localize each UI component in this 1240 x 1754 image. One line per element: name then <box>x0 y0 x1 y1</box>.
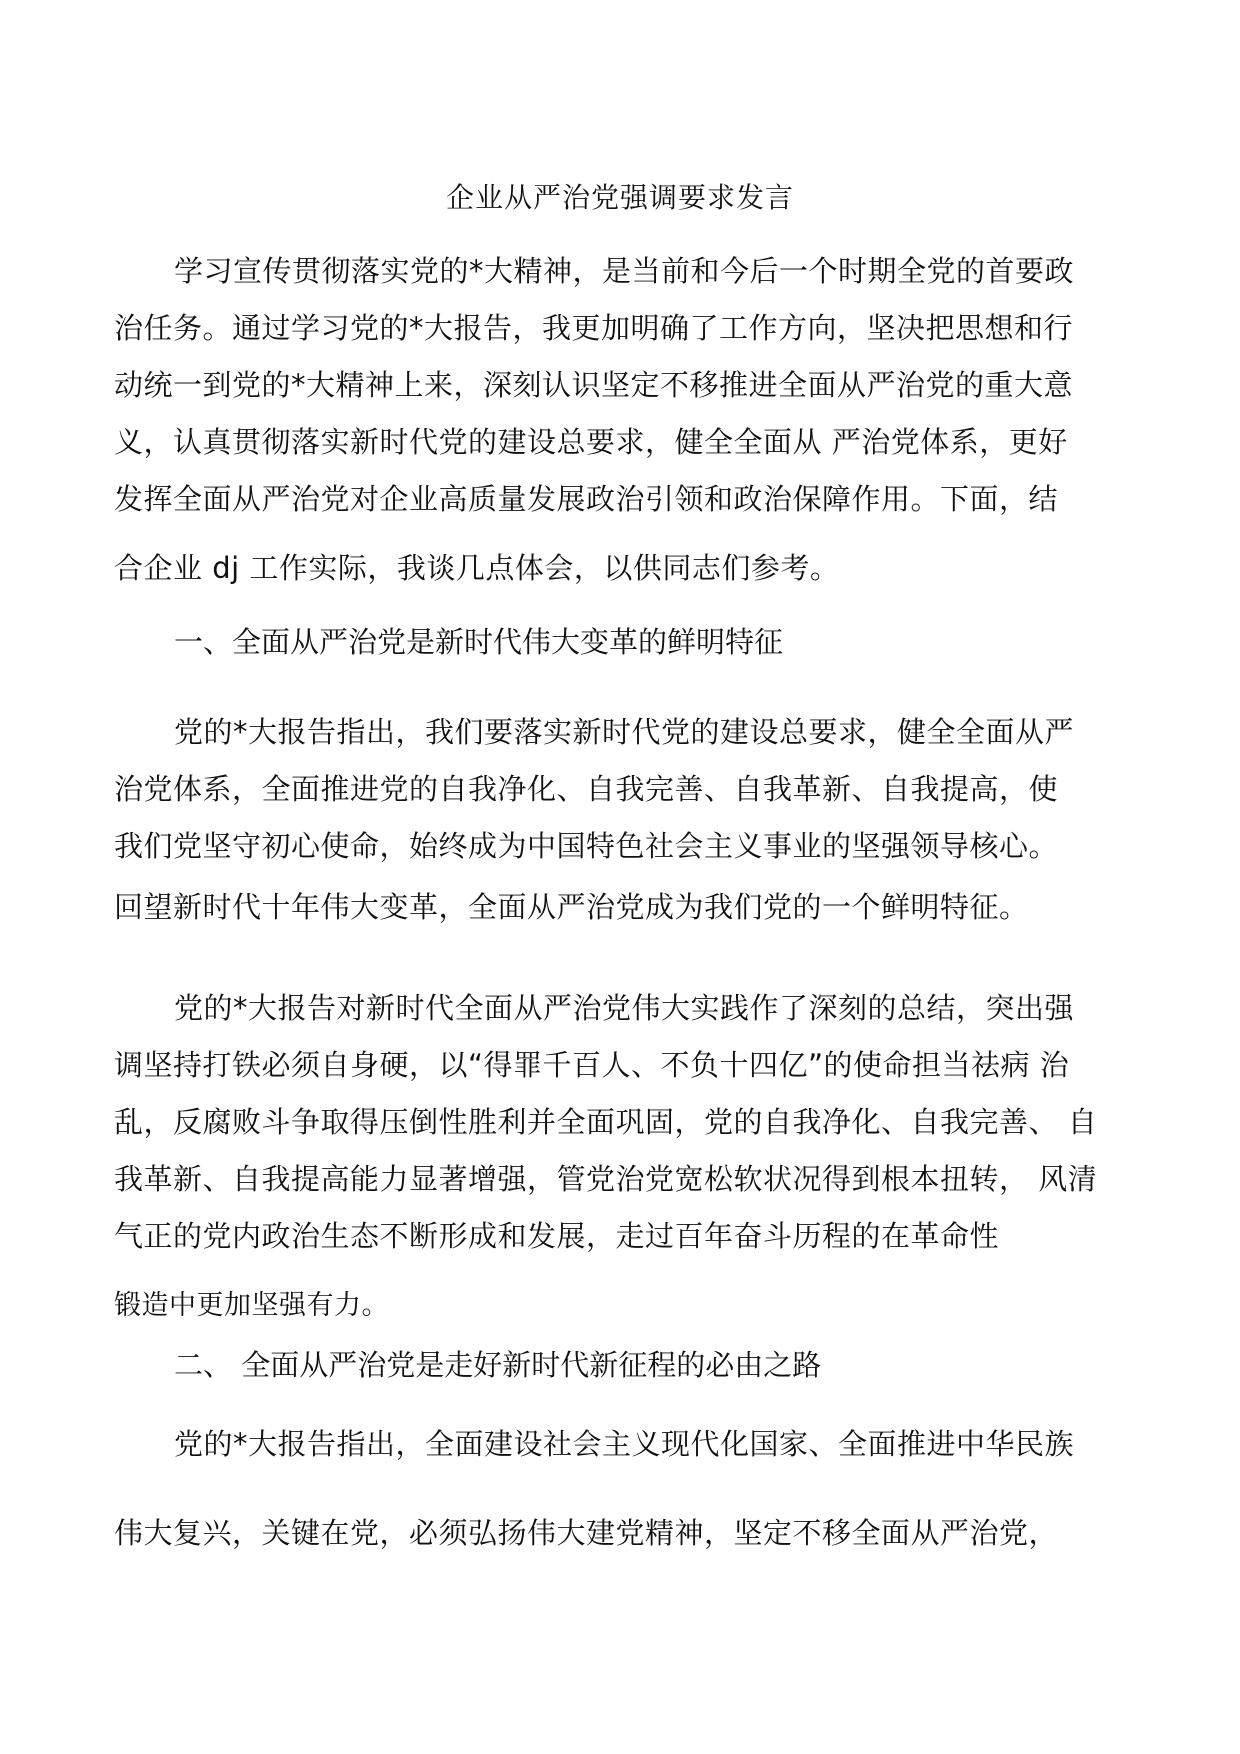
paragraph-line: 治任务。通过学习党的*大报告，我更加明确了工作方向，坚决把思想和行 <box>114 311 1074 345</box>
paragraph-section-1 <box>114 704 1124 936</box>
paragraph-line: 党的*大报告指出，我们要落实新时代党的建设总要求，健全全面从严 <box>174 715 1075 749</box>
paragraph-line: 乱，反腐败斗争取得压倒性胜利并全面巩固，党的自我净化、自我完善、 自 <box>114 1105 1098 1139</box>
paragraph-line: 锻造中更加坚强有力。 <box>114 1290 389 1321</box>
paragraph-line: 我们党坚守初心使命，始终成为中国特色社会主义事业的坚强领导核心。 <box>114 829 1059 863</box>
paragraph-line: 我革新、自我提高能力显著增强，管党治党宽松软状况得到根本扭转， 风清 <box>114 1162 1098 1196</box>
paragraph-line: 治党体系，全面推进党的自我净化、自我完善、自我革新、自我提高，使 <box>114 772 1059 806</box>
paragraph-line: 发挥全面从严治党对企业高质量发展政治引领和政治保障作用。下面，结 <box>114 482 1059 516</box>
paragraph-line: 学习宣传贯彻落实党的*大精神，是当前和今后一个时期全党的首要政 <box>174 254 1075 288</box>
paragraph-line: 伟大复兴，关键在党，必须弘扬伟大建党精神，坚定不移全面从严治党， <box>114 1516 1059 1550</box>
paragraph-line: 党的*大报告指出，全面建设社会主义现代化国家、全面推进中华民族 <box>174 1427 1075 1461</box>
section-heading-1: 一、全面从严治党是新时代伟大变革的鲜明特征 <box>174 625 784 659</box>
paragraph-line: 回望新时代十年伟大变革，全面从严治党成为我们党的一个鲜明特征。 <box>114 890 1029 924</box>
paragraph-line: 党的*大报告对新时代全面从严治党伟大实践作了深刻的总结，突出强 <box>174 991 1075 1025</box>
paragraph-line: 合企业 dj 工作实际，我谈几点体会，以供同志们参考。 <box>114 551 840 585</box>
document-title: 企业从严治党强调要求发言 <box>445 181 794 214</box>
paragraph-intro <box>114 243 1124 597</box>
paragraph-section-1b <box>114 980 1124 1334</box>
paragraph-line: 调坚持打铁必须自身硬，以“得罪千百人、不负十四亿”的使命担当祛病 治 <box>114 1048 1070 1082</box>
paragraph-line: 动统一到党的*大精神上来，深刻认识坚定不移推进全面从严治党的重大意 <box>114 368 1074 402</box>
paragraph-section-2 <box>114 1416 1124 1562</box>
paragraph-line: 气正的党内政治生态不断形成和发展，走过百年奋斗历程的在革命性 <box>114 1219 1000 1253</box>
paragraph-line: 义，认真贯彻落实新时代党的建设总要求，健全全面从 严治党体系，更好 <box>114 425 1068 459</box>
section-heading-2: 二、 全面从严治党是走好新时代新征程的必由之路 <box>174 1348 822 1382</box>
